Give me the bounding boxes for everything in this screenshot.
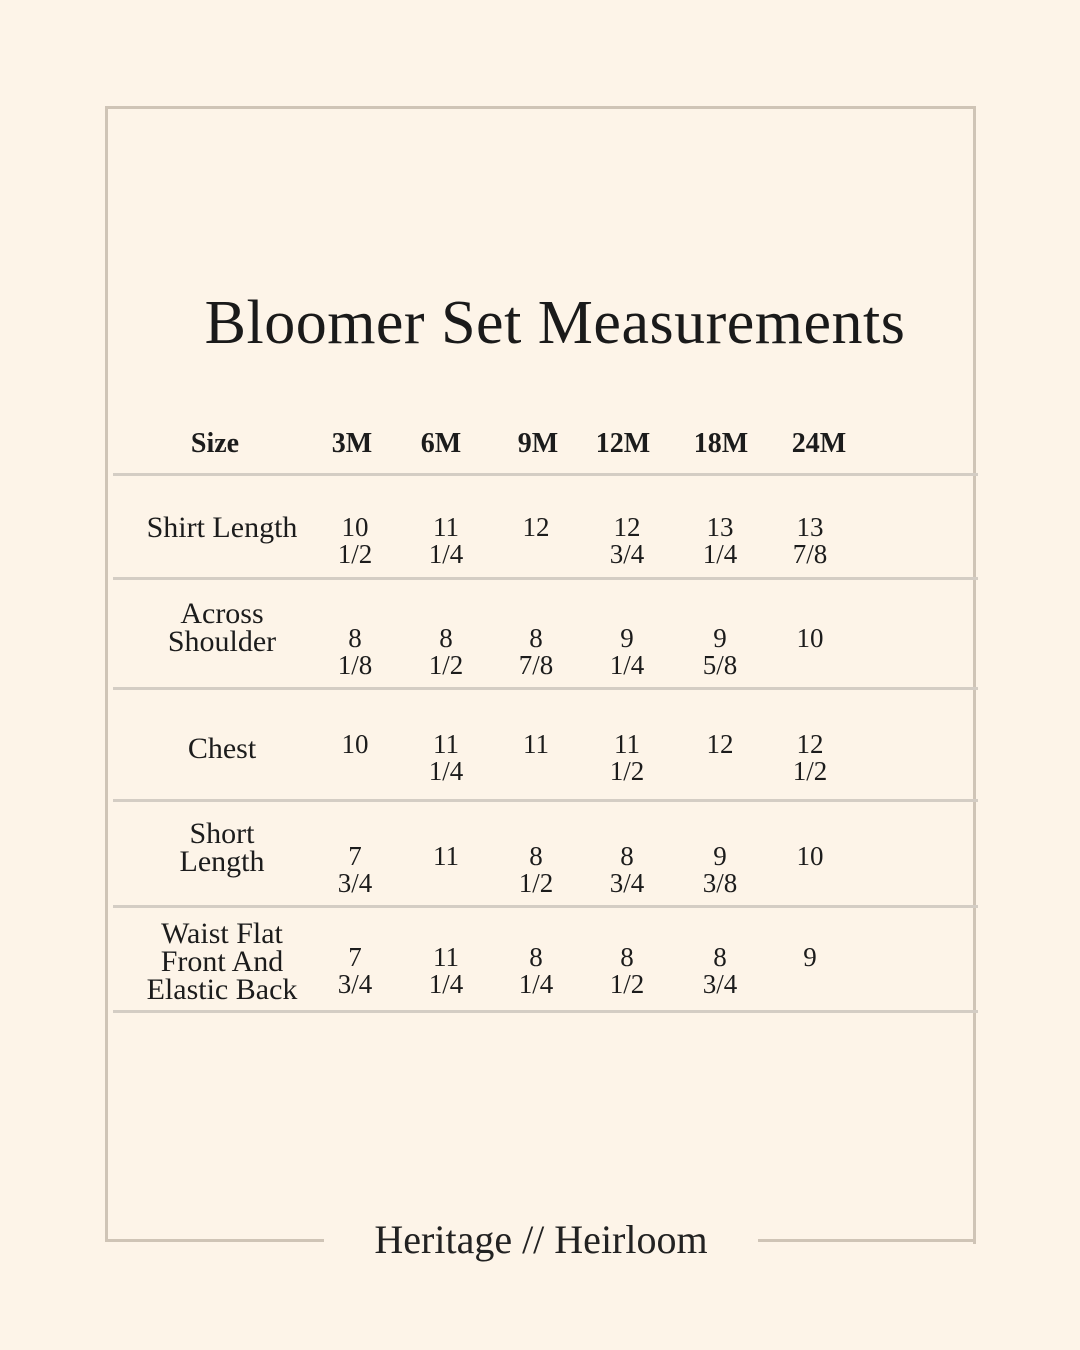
measurement-cell-3m — [338, 625, 373, 679]
measurement-cell-12m — [610, 843, 645, 897]
measurement-fraction: 1/4 — [428, 756, 464, 786]
measurement-fraction: 3/4 — [337, 868, 373, 898]
row-label-line: Waist Flat — [161, 917, 283, 950]
measurement-cell-9m — [519, 944, 554, 998]
table-divider — [113, 687, 978, 690]
measurement-whole: 10 — [796, 841, 824, 871]
measurement-whole: 8 — [439, 623, 453, 653]
measurement-whole: 11 — [523, 729, 549, 759]
measurement-whole: 11 — [432, 512, 459, 542]
measurement-cell-3m — [342, 731, 369, 758]
measurement-cell-24m — [793, 731, 828, 785]
measurement-whole: 9 — [713, 841, 727, 871]
measurement-whole: 10 — [341, 729, 369, 759]
measurement-whole: 7 — [348, 841, 362, 871]
measurement-cell-12m — [610, 625, 645, 679]
measurement-fraction: 3/8 — [702, 868, 738, 898]
measurement-whole: 9 — [620, 623, 634, 653]
measurement-fraction: 1/4 — [428, 969, 464, 999]
row-label-line: Length — [179, 845, 265, 878]
row-label — [146, 917, 298, 1006]
measurement-fraction: 1/2 — [609, 756, 645, 786]
measurement-fraction: 1/2 — [609, 969, 645, 999]
measurement-cell-6m — [429, 625, 464, 679]
measurement-cell-12m — [610, 514, 645, 568]
measurement-cell-3m — [338, 843, 373, 897]
measurement-whole: 8 — [529, 841, 543, 871]
measurement-fraction: 1/4 — [609, 650, 645, 680]
table-divider — [113, 473, 978, 476]
column-header-6m: 6M — [420, 428, 462, 459]
measurement-cell-18m — [703, 843, 738, 897]
measurement-fraction: 1/8 — [337, 650, 373, 680]
measurement-whole: 11 — [613, 729, 640, 759]
frame-right-border — [973, 106, 976, 1244]
measurement-cell-6m — [429, 944, 464, 998]
column-header-24m: 24M — [791, 428, 847, 459]
measurement-whole: 13 — [796, 512, 824, 542]
measurement-whole: 12 — [613, 512, 641, 542]
measurement-whole: 8 — [620, 942, 634, 972]
measurement-whole: 12 — [522, 512, 550, 542]
size-header: Size — [190, 428, 240, 459]
frame-top-border — [105, 106, 976, 109]
measurement-whole: 10 — [341, 512, 369, 542]
measurement-fraction: 1/4 — [702, 539, 738, 569]
measurement-whole: 11 — [432, 729, 459, 759]
measurement-cell-9m — [519, 625, 554, 679]
measurement-fraction: 7/8 — [518, 650, 554, 680]
measurement-cell-18m — [703, 514, 738, 568]
row-label-line: Short — [189, 817, 255, 850]
table-divider — [113, 799, 978, 802]
measurement-whole: 8 — [348, 623, 362, 653]
brand-footer: Heritage // Heirloom — [374, 1217, 708, 1262]
measurement-cell-9m — [523, 731, 549, 758]
column-header-12m: 12M — [595, 428, 651, 459]
column-header-9m: 9M — [517, 428, 559, 459]
measurement-whole: 11 — [433, 841, 459, 871]
row-label-line: Across — [180, 597, 264, 630]
measurement-fraction: 3/4 — [337, 969, 373, 999]
measurement-cell-3m — [338, 944, 373, 998]
measurement-cell-24m — [797, 625, 824, 652]
measurement-whole: 10 — [796, 623, 824, 653]
measurement-fraction: 3/4 — [702, 969, 738, 999]
row-label — [167, 597, 277, 658]
row-label-line: Front And — [160, 945, 284, 978]
measurement-fraction: 1/4 — [428, 539, 464, 569]
row-label-line: Elastic Back — [146, 973, 298, 1006]
measurement-whole: 12 — [706, 729, 734, 759]
row-label — [179, 817, 265, 878]
measurement-cell-9m — [519, 843, 554, 897]
table-divider — [113, 577, 978, 580]
measurement-cell-18m — [703, 625, 738, 679]
measurement-cell-12m — [610, 944, 645, 998]
measurement-cell-3m — [338, 514, 373, 568]
row-label — [146, 511, 298, 544]
measurement-whole: 8 — [529, 942, 543, 972]
measurement-cell-6m — [429, 731, 464, 785]
row-label-line: Shirt Length — [146, 511, 298, 544]
measurement-whole: 9 — [803, 942, 817, 972]
measurement-cell-24m — [803, 944, 817, 971]
measurement-fraction: 1/2 — [518, 868, 554, 898]
measurement-fraction: 1/2 — [428, 650, 464, 680]
measurement-fraction: 1/2 — [337, 539, 373, 569]
measurement-whole: 7 — [348, 942, 362, 972]
measurement-fraction: 3/4 — [609, 868, 645, 898]
measurement-fraction: 1/4 — [518, 969, 554, 999]
measurement-fraction: 5/8 — [702, 650, 738, 680]
measurement-cell-24m — [793, 514, 828, 568]
measurement-whole: 12 — [796, 729, 824, 759]
measurement-whole: 13 — [706, 512, 734, 542]
measurement-whole: 11 — [432, 942, 459, 972]
measurement-cell-18m — [703, 944, 738, 998]
table-divider — [113, 905, 978, 908]
measurement-cell-18m — [707, 731, 734, 758]
measurement-fraction: 7/8 — [792, 539, 828, 569]
row-label — [187, 732, 257, 765]
measurement-cell-12m — [610, 731, 645, 785]
measurement-fraction: 1/2 — [792, 756, 828, 786]
measurement-cell-6m — [429, 514, 464, 568]
page-title: Bloomer Set Measurements — [204, 289, 906, 357]
measurement-cell-24m — [797, 843, 824, 870]
measurement-whole: 9 — [713, 623, 727, 653]
column-header-18m: 18M — [693, 428, 749, 459]
measurement-whole: 8 — [620, 841, 634, 871]
column-header-3m: 3M — [331, 428, 373, 459]
frame-bottom-right-border — [758, 1239, 976, 1242]
measurement-fraction: 3/4 — [609, 539, 645, 569]
table-divider — [113, 1010, 978, 1013]
measurement-cell-6m — [433, 843, 459, 870]
frame-bottom-left-border — [105, 1239, 324, 1242]
measurement-cell-9m — [523, 514, 550, 541]
measurement-whole: 8 — [529, 623, 543, 653]
row-label-line: Chest — [187, 732, 257, 765]
row-label-line: Shoulder — [167, 625, 277, 658]
measurement-whole: 8 — [713, 942, 727, 972]
frame-left-border — [105, 106, 108, 1242]
